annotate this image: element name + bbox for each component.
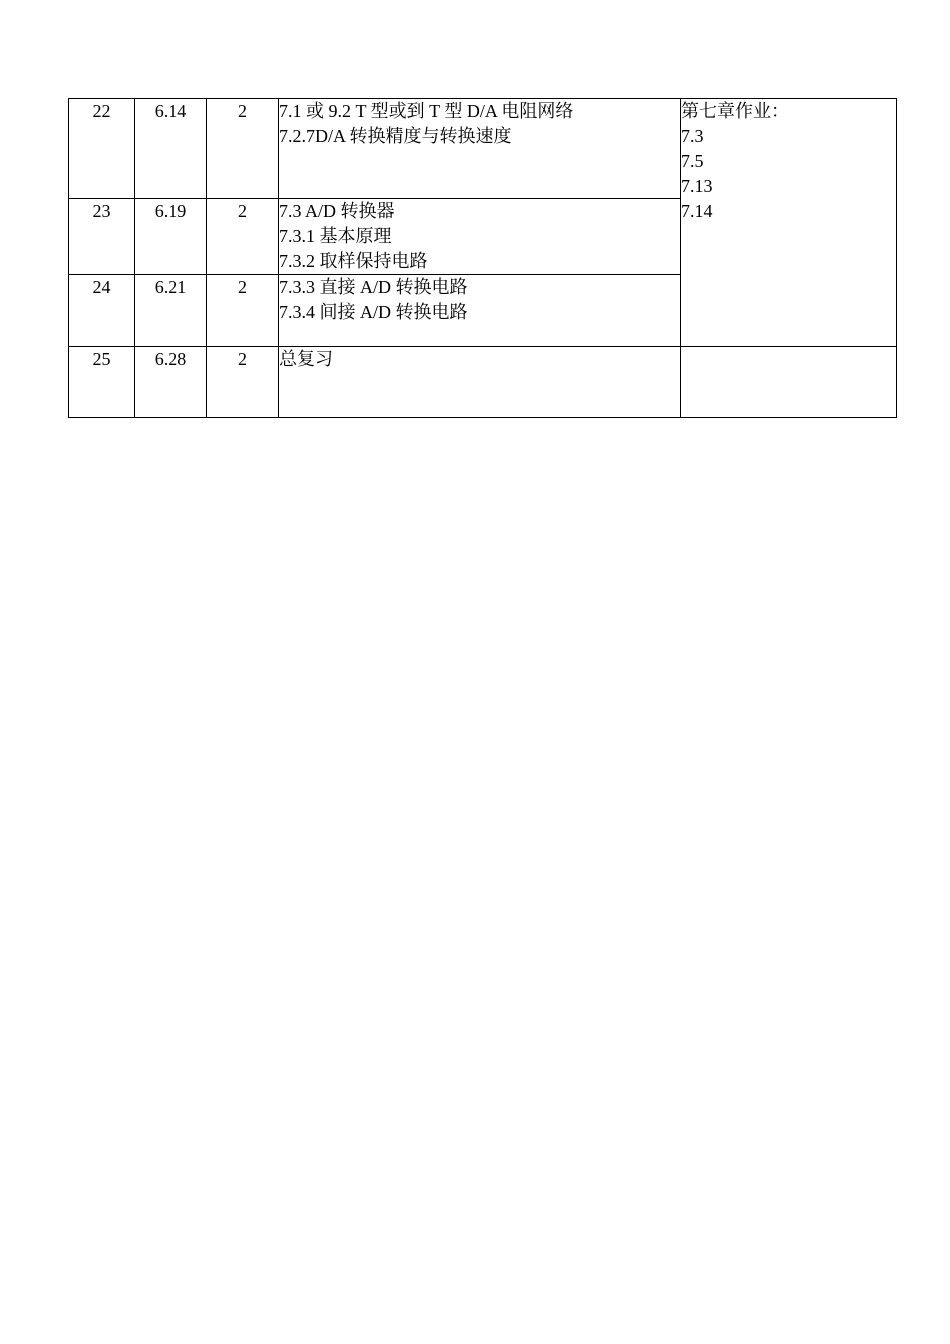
table-row: [69, 347, 897, 418]
content-line: 7.3.1 基本原理: [279, 226, 392, 246]
content-cell: [279, 275, 681, 347]
content-line: 7.3.2 取样保持电路: [279, 251, 428, 271]
week-cell: 24: [69, 275, 135, 347]
week-cell: 23: [69, 199, 135, 275]
content-line: 7.3 A/D 转换器: [279, 201, 395, 221]
content-line: 7.2.7D/A 转换精度与转换速度: [279, 126, 512, 146]
homework-item: 7.14: [681, 201, 713, 221]
date-cell: 6.28: [135, 347, 207, 418]
content-line: 7.3.4 间接 A/D 转换电路: [279, 302, 468, 322]
content-cell: [279, 99, 681, 199]
table-row: [69, 99, 897, 199]
content-line: 7.1 或 9.2 T 型或到 T 型 D/A 电阻网络: [279, 101, 574, 121]
content-line: 总复习: [279, 349, 333, 369]
content-cell: [279, 347, 681, 418]
hours-cell: 2: [207, 199, 279, 275]
homework-item: 7.3: [681, 126, 704, 146]
homework-title: 第七章作业：: [681, 101, 789, 121]
week-cell: 25: [69, 347, 135, 418]
homework-item: 7.13: [681, 176, 713, 196]
hours-cell: 2: [207, 275, 279, 347]
week-cell: 22: [69, 99, 135, 199]
hours-cell: 2: [207, 99, 279, 199]
homework-cell: [681, 99, 897, 347]
date-cell: 6.14: [135, 99, 207, 199]
date-cell: 6.21: [135, 275, 207, 347]
content-line: 7.3.3 直接 A/D 转换电路: [279, 277, 468, 297]
hours-cell: 2: [207, 347, 279, 418]
homework-cell-empty: [681, 347, 897, 418]
course-schedule-table: [68, 98, 897, 418]
homework-item: 7.5: [681, 151, 704, 171]
date-cell: 6.19: [135, 199, 207, 275]
content-cell: [279, 199, 681, 275]
